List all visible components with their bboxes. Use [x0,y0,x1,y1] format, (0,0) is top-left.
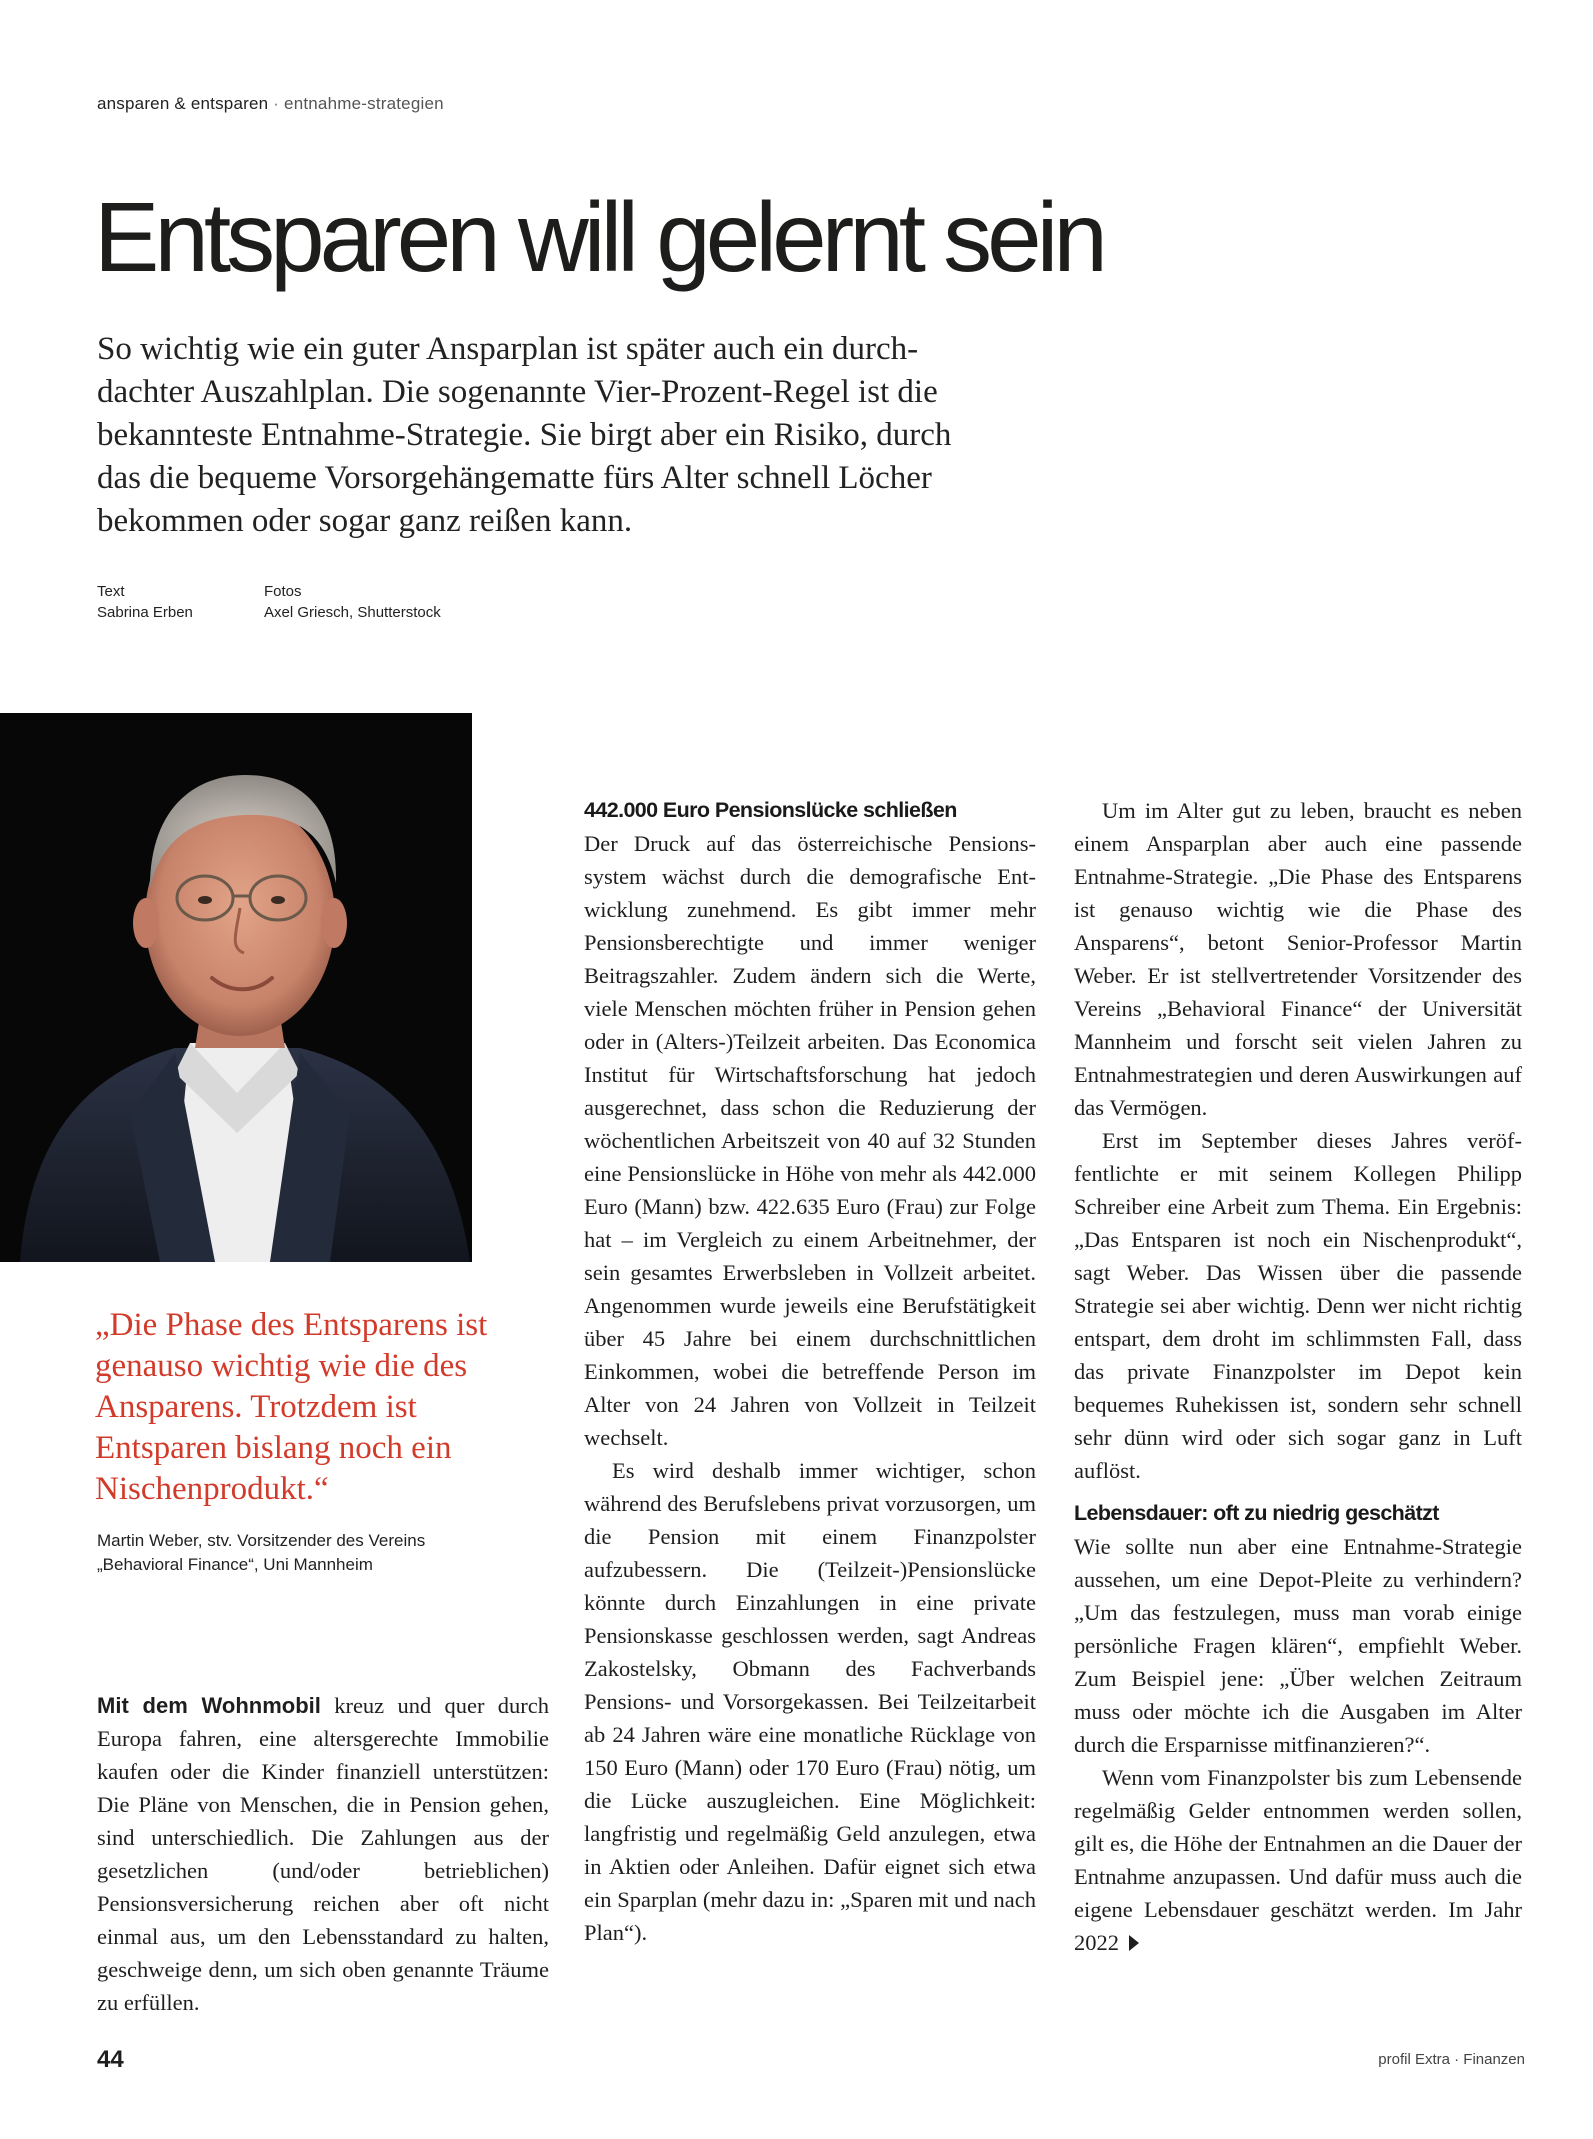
subheading-pension-gap: 442.000 Euro Pensionslücke schließen [584,798,957,822]
article-column-2 [584,794,1036,1949]
column2-paragraph-1: Der Druck auf das österreichische Pensionssystem wächst durch die demografische Entwicklung zunehmend. Es gibt immer mehr Pensionsberechtigte und immer weniger Beitragszahler. Zudem ändern sich die Werte, viele Menschen möchten früher in Pension gehen oder in (Alters-)Teilzeit arbeiten. Das Economica Institut für Wirtschaftsforschung hat jedoch ausgerechnet, dass schon die Reduzierung der wöchentlichen Arbeitszeit von 40 auf 32 Stunden eine Pensionslücke in Höhe von mehr als 442.000 Euro (Mann) bzw. 422.635 Euro (Frau) zur Folge hat – im Vergleich zu einem Arbeitnehmer, der sein gesamtes Erwerbsleben in Vollzeit arbeitet. Angenommen wurde jeweils eine Berufstätigkeit über 45 Jahre bei einem durchschnittlichen Einkommen, wobei die betreffende Person im Alter von 24 Jahren von Vollzeit in Teilzeit wechselt. [584,831,1036,1450]
column3-paragraph-1: Um im Alter gut zu leben, braucht es neben einem Ansparplan aber auch eine passende Entnahme-Strategie. „Die Phase des Entsparens ist genauso wichtig wie die Phase des Ansparens“, betont Senior-Professor Martin Weber. Er ist stellvertretender Vorsitzender des Vereins „Behavioral Finance“ der Universität Mannheim und forscht seit vielen Jahren zu Entnahmestrategien und deren Auswirkungen auf das Vermögen. [1074,798,1522,1120]
column1-paragraph [97,1689,549,2019]
column3-text-4: Wenn vom Finanzpolster bis zum Lebensende regelmäßig Gelder entnommen werden sollen, gilt es, die Höhe der Entnahmen an die Dauer der Entnahme anzupassen. Und dafür muss auch die eigene Lebensdauer geschätzt werden. Im Jahr 2022 [1074,1765,1522,1955]
page-number: 44 [97,2046,124,2073]
subheading-lifespan: Lebensdauer: oft zu niedrig geschätzt [1074,1501,1439,1525]
section-kicker [97,94,444,114]
run-in-heading: Mit dem Wohnmobil [97,1693,321,1718]
subsection-label: entnahme-strategien [284,94,444,113]
continue-arrow-icon [1129,1935,1139,1951]
column3-paragraph-3: Wie sollte nun aber eine Entnahme-Strategie aussehen, um eine Depot-Pleite zu verhindern? „Um das festzulegen, muss man vorab einige persönliche Fragen klären“, empfiehlt Weber. Zum Beispiel jene: „Über welchen Zeitraum muss oder möchte ich die Ausgaben im Alter durch die Ersparnisse mitfinanzieren?“. [1074,1534,1522,1757]
column3-paragraph-4 [1074,1761,1522,1959]
article-column-3 [1074,794,1522,1959]
credit-photo-name: Axel Griesch, Shutterstock [264,604,441,621]
portrait-photo [0,713,472,1262]
pull-quote-source: Martin Weber, stv. Vorsitzender des Vereins „Behavioral Finance“, Uni Mannheim [97,1531,426,1574]
pull-quote: „Die Phase des Entsparens ist genauso wichtig wie die des Ansparens. Trotzdem ist Entsparen bislang noch ein Nischenprodukt.“ [95,1307,488,1507]
article-column-1 [97,1689,549,2019]
column2-paragraph-2: Es wird deshalb immer wichtiger, schon während des Berufslebens privat vorzusorgen, um die Pension mit einem Finanzpolster aufzubessern. Die (Teilzeit-)Pensionslücke könnte durch Einzahlungen in eine private Pensionskasse geschlossen werden, sagt Andreas Zakostelsky, Obmann des Fachverbands Pensions- und Vorsorgekassen. Bei Teilzeitarbeit ab 24 Jahren wäre eine monatliche Rücklage von 150 Euro (Mann) oder 170 Euro (Frau) nötig, um die Lücke auszugleichen. Eine Möglichkeit: langfristig und regelmäßig Geld anzulegen, etwa in Aktien oder Anleihen. Dafür eignet sich etwa ein Sparplan (mehr dazu in: „Sparen mit und nach Plan“). [584,1458,1036,1945]
portrait-illustration [0,713,472,1262]
article-title: Entsparen will gelernt sein [94,182,1103,292]
column1-text: kreuz und quer durch Europa fahren, eine altersgerechte Immobilie kaufen oder die Kinder finanziell unterstützen: Die Pläne von Menschen, die in Pension gehen, sind unterschiedlich. Die Zahlungen aus der gesetzlichen (und/oder betrieblichen) Pensionsversicherung reichen aber oft nicht einmal aus, um den Lebensstandard zu halten, geschweige denn, um sich oben genannte Träume zu erfüllen. [97,1693,549,2015]
credit-text-label: Text [97,583,125,600]
kicker-separator: · [273,94,280,113]
article-lead: So wichtig wie ein guter Ansparplan ist später auch ein durchdachter Auszahlplan. Die sogenannte Vier-Prozent-Regel ist die bekannteste Entnahme-Strategie. Sie birgt aber ein Risiko, durch das die bequeme Vorsorgehängematte fürs Alter schnell Löcher bekommen oder sogar ganz reißen kann. [97,331,952,539]
section-label: ansparen & entsparen [97,94,269,113]
column3-paragraph-2: Erst im September dieses Jahres veröffentlichte er mit seinem Kollegen Philipp Schreiber eine Arbeit zum Thema. Ein Ergebnis: „Das Entsparen ist noch ein Nischenprodukt“, sagt Weber. Das Wissen über die passende Strategie sei aber wichtig. Denn wer nicht richtig entspart, dem droht im schlimmsten Fall, dass das private Finanzpolster im Depot kein bequemes Ruhekissen ist, sondern sehr schnell sehr dünn wird oder sich sogar ganz in Luft auflöst. [1074,1128,1522,1483]
publication-footer: profil Extra · Finanzen [1378,2051,1525,2068]
credit-photo-label: Fotos [264,583,302,600]
credit-text-name: Sabrina Erben [97,604,193,621]
credit-photo [264,581,441,623]
credit-text [97,581,193,623]
